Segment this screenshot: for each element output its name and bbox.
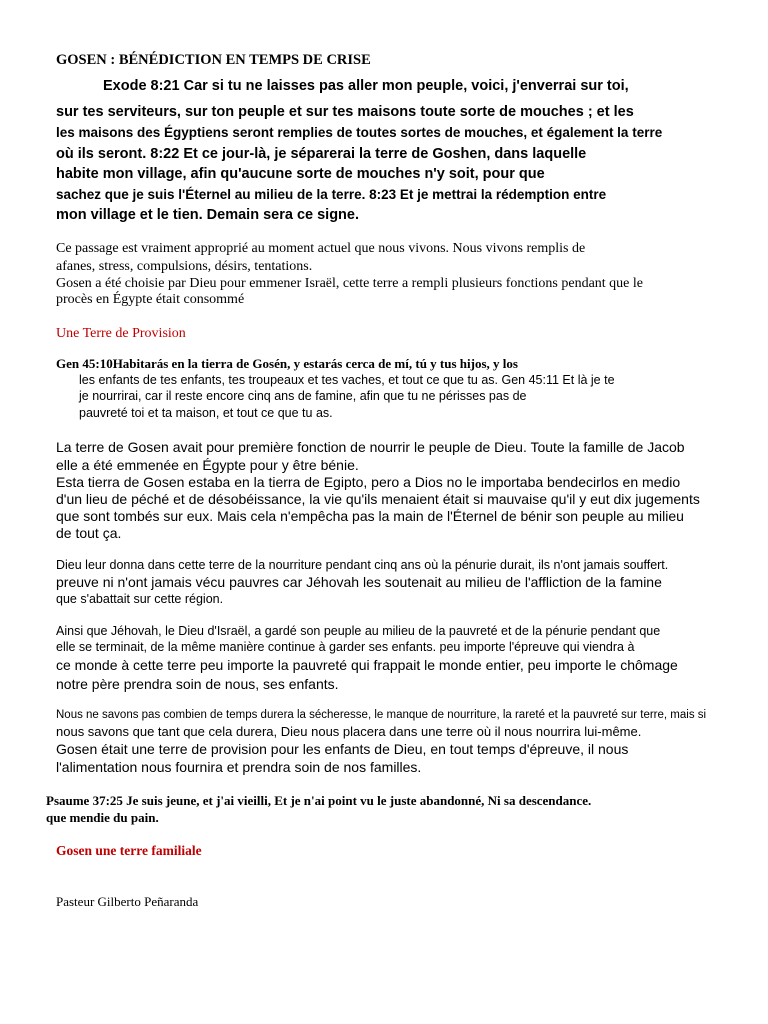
page-title: GOSEN : BÉNÉDICTION EN TEMPS DE CRISE: [56, 52, 371, 68]
body-line: La terre de Gosen avait pour première fonction de nourrir le peuple de Dieu. Toute la famille de Jacob: [56, 439, 685, 455]
body-line: notre père prendra soin de nous, ses enfants.: [56, 676, 339, 692]
body-line: que s'abattait sur cette région.: [56, 592, 224, 606]
body-line: Esta tierra de Gosen estaba en la tierra de Egipto, pero a Dios no le importaba bendecirlos en medio: [56, 474, 681, 490]
intro-line: afanes, stress, compulsions, désirs, tentations.: [56, 259, 313, 274]
intro-line: Gosen a été choisie par Dieu pour emmener Israël, cette terre a rempli plusieurs fonctions pendant que le: [56, 276, 643, 291]
body-line: elle se terminait, de la même manière continue à garder ses enfants. peu importe l'épreuve qui viendra à: [56, 640, 635, 654]
exodus-line: habite mon village, afin qu'aucune sorte de mouches n'y soit, pour que: [56, 166, 545, 182]
psalm-line: que mendie du pain.: [46, 810, 159, 825]
body-line: d'un lieu de péché et de désobéissance, la vie qu'ils menaient était si mauvaise qu'il y eut dix jugements: [56, 491, 700, 507]
section-heading-provision: Une Terre de Provision: [56, 326, 186, 341]
section-heading-family: Gosen une terre familiale: [56, 843, 202, 858]
exodus-line: sur tes serviteurs, sur ton peuple et sur tes maisons toute sorte de mouches ; et les: [56, 104, 634, 120]
author-signature: Pasteur Gilberto Peñaranda: [56, 894, 199, 909]
exodus-line: mon village et le tien. Demain sera ce signe.: [56, 207, 360, 223]
body-line: elle a été emmenée en Égypte pour y être bénie.: [56, 457, 359, 473]
exodus-line: où ils seront. 8:22 Et ce jour-là, je séparerai la terre de Goshen, dans laquelle: [56, 146, 587, 162]
intro-line: procès en Égypte était consommé: [56, 292, 245, 307]
body-line: ce monde à cette terre peu importe la pauvreté qui frappait le monde entier, peu importe le chômage: [56, 657, 678, 673]
psalm-line: Psaume 37:25 Je suis jeune, et j'ai vieilli, Et je n'ai point vu le juste abandonné, Ni sa descendance.: [46, 793, 592, 808]
body-line: que sont tombés sur eux. Mais cela n'empêcha pas la main de l'Éternel de bénir son peuple au milieu: [56, 508, 684, 524]
genesis-line: pauvreté toi et ta maison, et tout ce que tu as.: [79, 406, 333, 420]
body-line: Dieu leur donna dans cette terre de la nourriture pendant cinq ans où la pénurie durait, ils n'ont jamais souffert.: [56, 558, 669, 572]
body-line: Nous ne savons pas combien de temps durera la sécheresse, le manque de nourriture, la rareté et la pauvreté sur terre, mais si: [56, 709, 707, 721]
exodus-line: les maisons des Égyptiens seront remplies de toutes sortes de mouches, et également la terre: [56, 125, 663, 140]
genesis-line: les enfants de tes enfants, tes troupeaux et tes vaches, et tout ce que tu as. Gen 45:11 Et là je te: [79, 373, 615, 387]
genesis-line: Gen 45:10Habitarás en la tierra de Gosén, y estarás cerca de mí, tú y tus hijos, y los: [56, 356, 518, 371]
exodus-line: Exode 8:21 Car si tu ne laisses pas aller mon peuple, voici, j'enverrai sur toi,: [103, 78, 629, 94]
genesis-line: je nourrirai, car il reste encore cinq ans de famine, afin que tu ne périsses pas de: [79, 389, 527, 403]
body-line: de tout ça.: [56, 525, 122, 541]
body-line: nous savons que tant que cela durera, Dieu nous placera dans une terre où il nous nourrira lui-même.: [56, 724, 642, 739]
body-line: Ainsi que Jéhovah, le Dieu d'Israël, a gardé son peuple au milieu de la pauvreté et de la pénurie pendant que: [56, 624, 661, 638]
exodus-line: sachez que je suis l'Éternel au milieu de la terre. 8:23 Et je mettrai la rédemption entre: [56, 187, 607, 202]
body-line: l'alimentation nous fournira et prendra soin de nos familles.: [56, 759, 422, 775]
intro-line: Ce passage est vraiment approprié au moment actuel que nous vivons. Nous vivons remplis de: [56, 241, 586, 256]
body-line: preuve ni n'ont jamais vécu pauvres car Jéhovah les soutenait au milieu de l'affliction de la famine: [56, 574, 662, 590]
body-line: Gosen était une terre de provision pour les enfants de Dieu, en tout temps d'épreuve, il nous: [56, 741, 629, 757]
